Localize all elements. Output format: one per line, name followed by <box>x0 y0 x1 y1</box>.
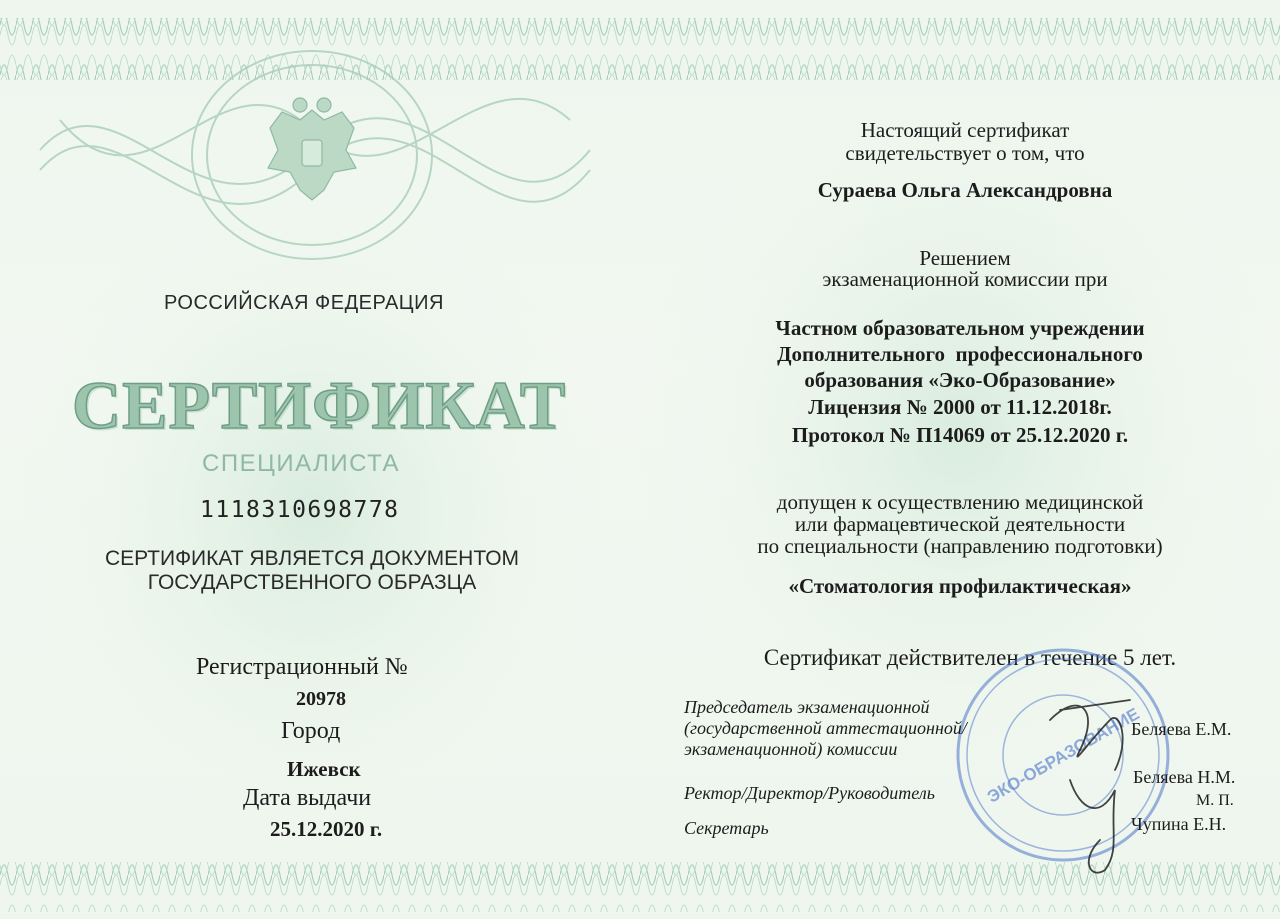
decision-line-2: экзаменационной комиссии при <box>822 267 1108 291</box>
issue-date-label: Дата выдачи <box>243 785 372 811</box>
issue-date-value: 25.12.2020 г. <box>270 817 383 841</box>
registration-number: 20978 <box>296 688 346 710</box>
state-document-line-1: СЕРТИФИКАТ ЯВЛЯЕТСЯ ДОКУМЕНТОМ <box>104 547 520 570</box>
admitted-line-3: по специальности (направлению подготовки) <box>757 534 1163 558</box>
holder-name: Сураева Ольга Александровна <box>817 178 1113 202</box>
chair-label-line-3: экзаменационной) комиссии <box>684 739 898 759</box>
organization-line-2: Дополнительного профессионального <box>777 342 1143 366</box>
decision-line-1: Решением <box>919 246 1011 270</box>
stamp-place-label: М. П. <box>1196 792 1234 809</box>
country-name: РОССИЙСКАЯ ФЕДЕРАЦИЯ <box>164 292 444 314</box>
intro-line-2: свидетельствует о том, что <box>845 141 1085 165</box>
state-document-line-2: ГОСУДАРСТВЕННОГО ОБРАЗЦА <box>147 571 477 594</box>
protocol-line: Протокол № П14069 от 25.12.2020 г. <box>791 423 1129 447</box>
secretary-name: Чупина Е.Н. <box>1131 814 1227 834</box>
certificate-title: СЕРТИФИКАТ <box>72 367 567 443</box>
certificate-number: 1118310698778 <box>200 497 400 523</box>
chair-name: Беляева Е.М. <box>1131 719 1232 739</box>
city-value: Ижевск <box>287 757 361 781</box>
license-line: Лицензия № 2000 от 11.12.2018г. <box>808 395 1112 419</box>
organization-line-1: Частном образовательном учреждении <box>775 316 1145 340</box>
intro-line-1: Настоящий сертификат <box>860 118 1070 142</box>
registration-label: Регистрационный № <box>196 654 408 680</box>
city-label: Город <box>281 718 341 744</box>
top-border-band <box>0 18 1280 80</box>
certificate-subtitle: СПЕЦИАЛИСТА <box>202 450 401 477</box>
chair-label-line-2: (государственной аттестационной/ <box>684 718 967 738</box>
admitted-line-2: или фармацевтической деятельности <box>794 512 1126 536</box>
rector-label: Ректор/Директор/Руководитель <box>684 783 935 803</box>
handwritten-signatures <box>1010 680 1190 890</box>
secretary-label: Секретарь <box>684 818 769 838</box>
rector-name: Беляева Н.М. <box>1133 767 1236 787</box>
admitted-line-1: допущен к осуществлению медицинской <box>776 490 1144 514</box>
specialty-name: «Стоматология профилактическая» <box>788 574 1132 598</box>
organization-line-3: образования «Эко-Образование» <box>804 368 1116 392</box>
validity-statement: Сертификат действителен в течение 5 лет. <box>763 645 1177 670</box>
chair-label-line-1: Председатель экзаменационной <box>684 697 930 717</box>
stamp-text: ЭКО-ОБРАЗОВАНИЕ <box>983 704 1143 807</box>
